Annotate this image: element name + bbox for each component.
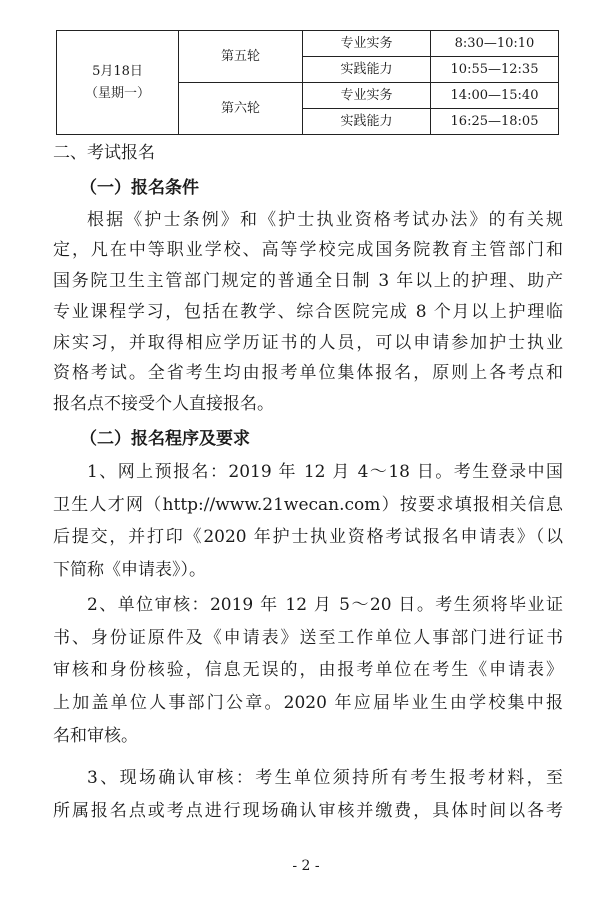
text-line: 2、单位审核：2019 年 12 月 5～20 日。考生须将毕业证 [87, 595, 563, 615]
session-subject: 实践能力 [303, 109, 431, 135]
exam-weekday: （星期一） [84, 85, 150, 101]
session-time: 8:30—10:10 [431, 31, 559, 57]
section-title: 二、考试报名 [53, 143, 155, 163]
text-line: 后提交，并打印《2020 年护士执业资格考试报名申请表》（以 [53, 527, 563, 547]
text-line: 3、现场确认审核：考生单位须持所有考生报考材料，至 [87, 768, 563, 788]
text-line: 所属报名点或考点进行现场确认审核并缴费，具体时间以各考 [53, 801, 563, 821]
text-line: 审核和身份核验，信息无误的，由报考单位在考生《申请表》 [53, 660, 563, 680]
round-name: 第六轮 [179, 83, 303, 135]
subsection-title-procedure: （二）报名程序及要求 [80, 429, 250, 449]
text-line: 床实习，并取得相应学历证书的人员，可以申请参加护士执业 [53, 333, 563, 353]
text-line: 1、网上预报名：2019 年 12 月 4～18 日。考生登录中国 [87, 462, 563, 482]
session-subject: 专业实务 [303, 83, 431, 109]
session-time: 16:25—18:05 [431, 109, 559, 135]
page-number: - 2 - [292, 858, 320, 874]
date-cell [57, 31, 179, 135]
round-name: 第五轮 [179, 31, 303, 83]
session-time: 10:55—12:35 [431, 57, 559, 83]
exam-schedule-table [56, 30, 559, 135]
exam-date: 5月18日 [92, 63, 143, 79]
text-line: 定，凡在中等职业学校、高等学校完成国务院教育主管部门和 [53, 240, 563, 260]
subsection-title-conditions: （一）报名条件 [80, 178, 199, 198]
text-line: 根据《护士条例》和《护士执业资格考试办法》的有关规 [87, 210, 563, 230]
text-line: 上加盖单位人事部门公章。2020 年应届毕业生由学校集中报 [53, 693, 563, 713]
text-line: 名和审核。 [53, 726, 138, 746]
text-line: 报名点不接受个人直接报名。 [53, 394, 274, 414]
text-line: 书、身份证原件及《申请表》送至工作单位人事部门进行证书 [53, 628, 563, 648]
session-time: 14:00—15:40 [431, 83, 559, 109]
text-line: 卫生人才网（http://www.21wecan.com）按要求填报相关信息 [53, 495, 563, 515]
text-line: 资格考试。全省考生均由报考单位集体报名，原则上各考点和 [53, 363, 563, 383]
session-subject: 实践能力 [303, 57, 431, 83]
session-subject: 专业实务 [303, 31, 431, 57]
text-line: 专业课程学习，包括在教学、综合医院完成 8 个月以上护理临 [53, 302, 563, 322]
text-line: 下简称《申请表》）。 [53, 560, 206, 580]
text-line: 国务院卫生主管部门规定的普通全日制 3 年以上的护理、助产 [53, 271, 563, 291]
